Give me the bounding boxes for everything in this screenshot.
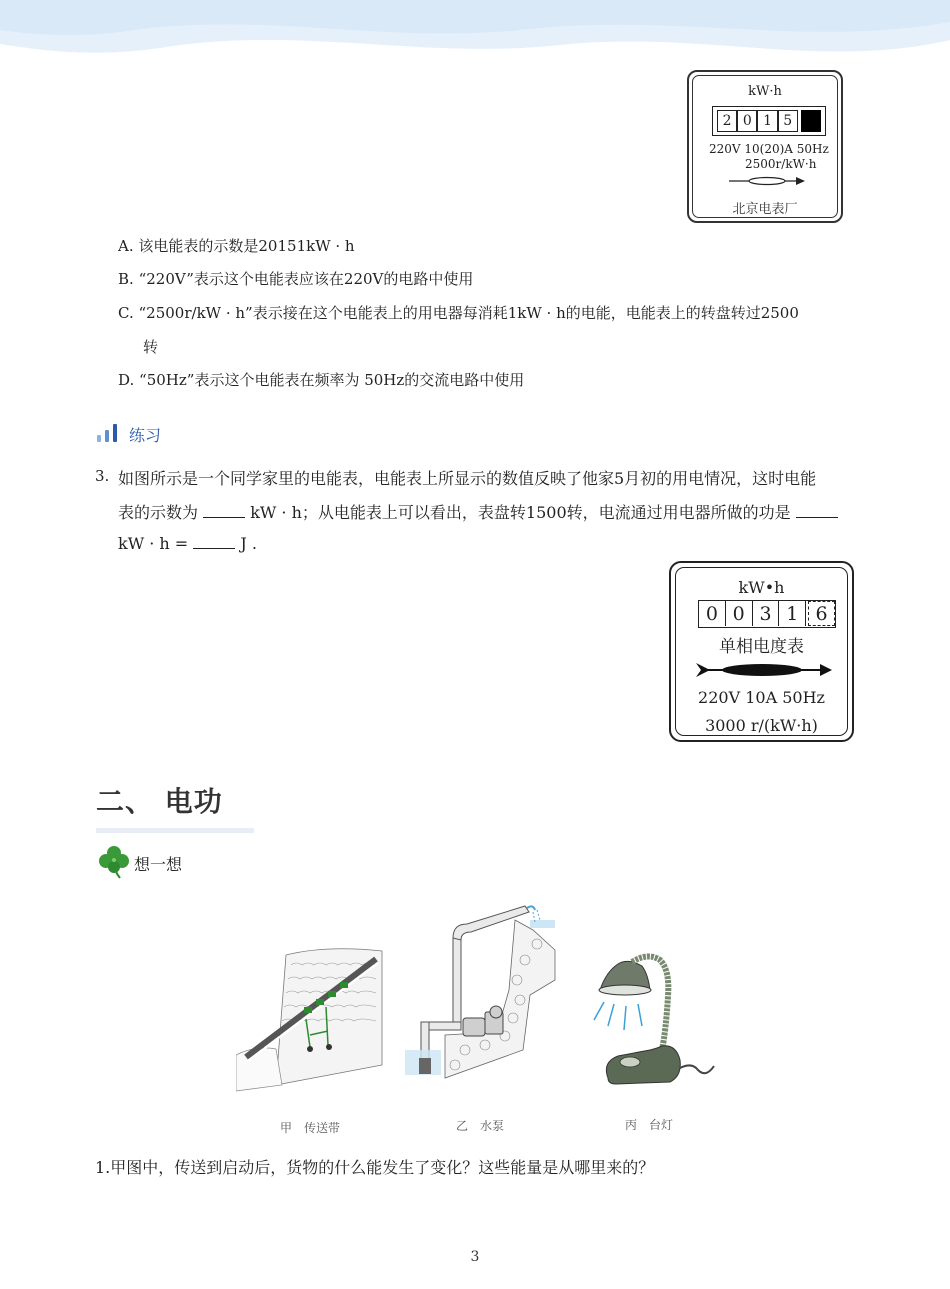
option-a [118,236,355,256]
question3-line3 [118,534,257,553]
meter-inner-border [675,567,848,736]
option-c-continuation: 转 [143,338,159,356]
option-d [118,370,524,390]
meter-digit: 0 [726,601,753,626]
answer-blank[interactable] [193,535,235,549]
meter-digit: 0 [699,601,726,626]
meter-digit-window [698,600,836,628]
water-pump-illustration [405,900,560,1080]
question3-line2 [118,500,838,523]
option-letter: D. [118,371,135,389]
section-underline [96,828,254,833]
question-text: kW · h；从电能表上可以看出，表盘转1500转，电流通过用电器所做的功是 [250,503,791,522]
conveyor-caption: 甲 传送带 [280,1121,341,1135]
desk-lamp-illustration [588,950,720,1090]
meter-inner-border [692,75,838,218]
meter-black-digit [801,110,821,132]
meter-spec-line2: 2500r/kW·h [745,157,817,171]
answer-blank[interactable] [203,504,245,518]
meter-digit: 0 [737,110,757,132]
option-text: “2500r/kW · h”表示接在这个电能表上的用电器每消耗1kW · h的电能，电能表上的转盘转过2500 [138,304,799,322]
meter-unit-label: kW•h [738,578,785,597]
question-text: J . [240,534,257,553]
meter-digit: 1 [757,110,777,132]
option-text: “220V”表示这个电能表应该在220V的电路中使用 [138,270,474,288]
option-letter: B. [118,270,134,288]
meter-name: 单相电度表 [719,637,804,657]
water-pump-caption: 乙 水泵 [456,1119,505,1133]
option-text: “50Hz”表示这个电能表在频率为 50Hz的交流电路中使用 [139,371,525,389]
meter-disc-arrow-icon [696,660,832,680]
meter-digit: 1 [779,601,806,626]
electric-meter-figure-2 [669,561,854,742]
meter-spec-line2: 3000 r/(kW·h) [705,716,818,735]
option-b [118,269,473,289]
meter-decimal-digit: 6 [808,601,835,626]
answer-blank[interactable] [796,504,838,518]
meter-manufacturer: 北京电表厂 [732,202,798,217]
option-letter: A. [118,237,134,255]
question3-line1: 如图所示是一个同学家里的电能表，电能表上所显示的数值反映了他家5月初的用电情况，这时电能 [118,469,817,488]
page-number: 3 [470,1249,480,1265]
option-text: 该电能表的示数是20151kW · h [138,237,355,255]
meter-digit: 3 [753,601,780,626]
conveyor-belt-illustration [236,945,384,1095]
meter-digit: 5 [778,110,798,132]
question-text: kW · h = [118,534,189,553]
question-text: 表的示数为 [118,503,199,522]
option-c [118,303,799,323]
section-title: 二、 电功 [96,785,223,818]
meter-unit-label: kW·h [748,84,782,99]
bar-chart-icon [97,423,119,443]
think-heading: 想一想 [134,855,183,874]
clover-icon [98,845,130,879]
meter-disc-arrow-icon [729,174,805,188]
meter-spec-line1: 220V 10(20)A 50Hz [709,142,829,156]
meter-spec-line1: 220V 10A 50Hz [698,688,825,707]
electric-meter-figure-1 [687,70,843,223]
meter-digit: 2 [717,110,737,132]
meter-digit-window [712,106,826,136]
desk-lamp-caption: 丙 台灯 [625,1118,674,1132]
option-letter: C. [118,304,134,322]
question-number: 3. [95,467,110,485]
header-wave-decoration [0,0,950,70]
question1-text: 1.甲图中，传送到启动后，货物的什么能发生了变化？这些能量是从哪里来的？ [95,1158,655,1177]
practice-heading: 练习 [129,426,162,445]
